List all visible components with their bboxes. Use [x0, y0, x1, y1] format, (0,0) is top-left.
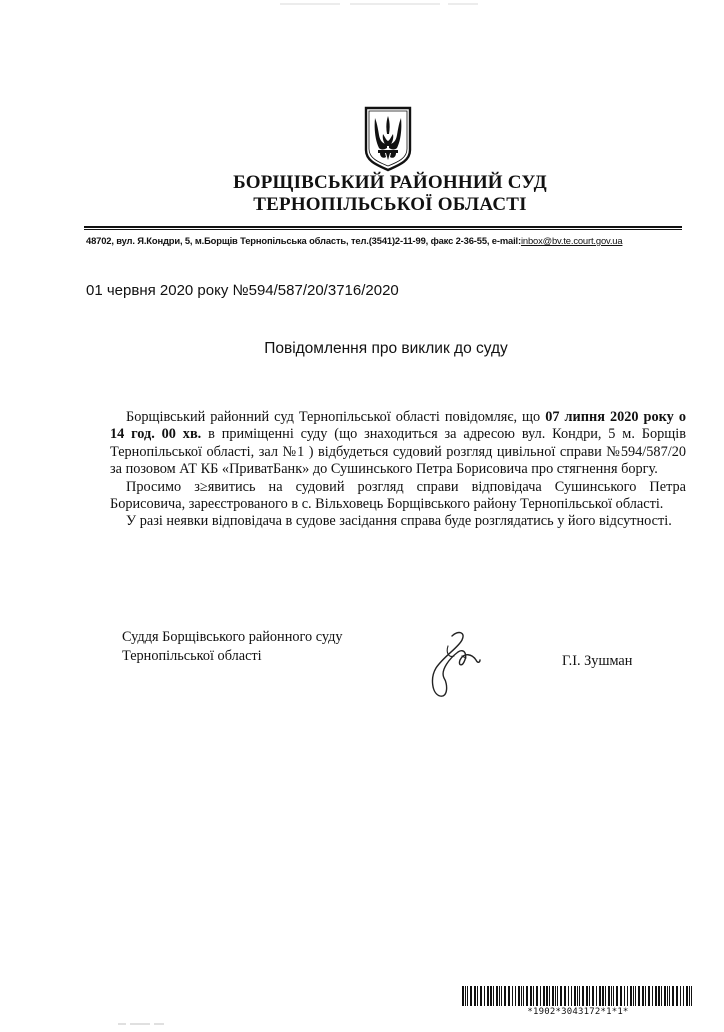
barcode-bar — [467, 986, 468, 1006]
barcode-bar — [689, 986, 690, 1006]
barcode-bar — [568, 986, 569, 1006]
judge-position-line2: Тернопільської області — [122, 648, 262, 664]
barcode-bar — [691, 986, 692, 1006]
court-name-line1: БОРЩІВСЬКИЙ РАЙОННИЙ СУД — [233, 172, 547, 193]
barcode-bar — [526, 986, 528, 1006]
barcode-bar — [521, 986, 522, 1006]
barcode-bar — [672, 986, 674, 1006]
barcode-bar — [574, 986, 576, 1006]
document-title: Повідомлення про виклик до суду — [264, 340, 508, 357]
header-divider-thin — [84, 229, 682, 230]
barcode-bar — [530, 986, 532, 1006]
barcode-bar — [533, 986, 534, 1006]
hearing-date: 07 липня 2020 року — [545, 409, 674, 425]
barcode-icon — [462, 986, 694, 1006]
barcode-bar — [624, 986, 625, 1006]
email-link[interactable]: inbox@bv.te.court.gov.ua — [520, 235, 623, 246]
barcode-bar — [523, 986, 524, 1006]
barcode-bar — [620, 986, 622, 1006]
address-text: 48702, вул. Я.Кондри, 5, м.Борщів Тернопільська область, тел.(3541)2-11-99, факс 2-36-55, e-mail: — [86, 235, 521, 246]
barcode-bar — [599, 986, 601, 1006]
scan-mark — [118, 1014, 168, 1020]
barcode-bar — [555, 986, 556, 1006]
barcode-bar — [484, 986, 485, 1006]
barcode-bar — [490, 986, 492, 1006]
barcode-bar — [596, 986, 597, 1006]
barcode-bar — [540, 986, 541, 1006]
barcode-bar — [633, 986, 634, 1006]
barcode-bar — [577, 986, 578, 1006]
barcode-bar — [686, 986, 688, 1006]
barcode-bar — [564, 986, 566, 1006]
barcode-bar — [474, 986, 476, 1006]
judge-position — [122, 628, 343, 666]
barcode-bar — [543, 986, 545, 1006]
hearing-time: о 14 год. 00 хв. — [110, 409, 686, 443]
barcode-bar — [648, 986, 650, 1006]
barcode-bar — [589, 986, 590, 1006]
barcode-bar — [499, 986, 500, 1006]
barcode-bar — [616, 986, 618, 1006]
handwritten-signature-icon — [418, 622, 498, 702]
ukraine-trident-icon — [362, 104, 414, 172]
faint-header-bleed — [270, 0, 490, 12]
barcode-bar — [652, 986, 653, 1006]
barcode-bar — [667, 986, 668, 1006]
barcode-bar — [658, 986, 660, 1006]
barcode-bar — [518, 986, 520, 1006]
barcode-bar — [613, 986, 614, 1006]
barcode-bar — [676, 986, 678, 1006]
barcode-bar — [592, 986, 594, 1006]
barcode-bar — [608, 986, 610, 1006]
document-body — [110, 409, 686, 531]
barcode-bar — [683, 986, 684, 1006]
date-and-reference-number: 01 червня 2020 року №594/587/20/3716/2020 — [86, 282, 399, 299]
barcode-bar — [546, 986, 548, 1006]
paragraph1-start: Борщівський районний суд Тернопільської області повідомляє, що — [126, 409, 546, 425]
barcode-bar — [582, 986, 584, 1006]
barcode-bar — [627, 986, 628, 1006]
barcode-bar — [638, 986, 640, 1006]
barcode-bar — [680, 986, 681, 1006]
body-paragraph-2: Просимо з≥явитись на судовий розгляд справи відповідача Сушинського Петра Борисовича, зареєстрованого в с. Вільховець Борщівського району Тернопільської області. — [110, 478, 686, 513]
barcode-bar — [560, 986, 562, 1006]
barcode-bar — [512, 986, 513, 1006]
barcode-bar — [611, 986, 612, 1006]
barcode-bar — [579, 986, 580, 1006]
body-paragraph-1 — [110, 409, 686, 479]
barcode-bar — [508, 986, 510, 1006]
barcode-bar — [557, 986, 558, 1006]
court-address-line — [86, 235, 686, 246]
barcode-bar — [470, 986, 472, 1006]
barcode-bar — [664, 986, 666, 1006]
document-barcode — [462, 986, 694, 1020]
body-paragraph-3: У разі неявки відповідача в судове засідання справа буде розглядатись у його відсутності. — [126, 513, 672, 530]
barcode-bar — [586, 986, 588, 1006]
barcode-bar — [536, 986, 538, 1006]
barcode-bar — [571, 986, 572, 1006]
barcode-bar — [462, 986, 464, 1006]
paragraph1-end: в приміщенні суду (що знаходиться за адресою вул. Кондри, 5 м. Борщів Тернопільської області, зал №1 ) відбудеться судовий розгляд цивільної справи №594/587/20 за позовом АТ КБ «ПриватБанк» до Сушинського Петра Борисовича про стягнення боргу. — [110, 426, 686, 478]
barcode-bar — [493, 986, 494, 1006]
barcode-bar — [504, 986, 506, 1006]
barcode-bar — [645, 986, 646, 1006]
barcode-bar — [655, 986, 657, 1006]
barcode-bar — [552, 986, 554, 1006]
judge-name: Г.І. Зушман — [562, 653, 633, 669]
barcode-bar — [465, 986, 466, 1006]
header-divider-thick — [84, 226, 682, 228]
barcode-bar — [487, 986, 489, 1006]
barcode-bar — [669, 986, 670, 1006]
barcode-number: *1902*3043172*1*1* — [527, 1007, 629, 1017]
barcode-bar — [549, 986, 550, 1006]
barcode-bar — [661, 986, 662, 1006]
barcode-bar — [602, 986, 604, 1006]
barcode-bar — [605, 986, 606, 1006]
court-name-line2: ТЕРНОПІЛЬСЬКОЇ ОБЛАСТІ — [253, 194, 527, 215]
barcode-bar — [477, 986, 478, 1006]
barcode-bar — [635, 986, 636, 1006]
judge-position-line1: Суддя Борщівського районного суду — [122, 629, 343, 645]
barcode-bar — [630, 986, 632, 1006]
barcode-bar — [501, 986, 502, 1006]
barcode-bar — [642, 986, 644, 1006]
barcode-bar — [480, 986, 482, 1006]
barcode-bar — [496, 986, 498, 1006]
barcode-bar — [515, 986, 516, 1006]
